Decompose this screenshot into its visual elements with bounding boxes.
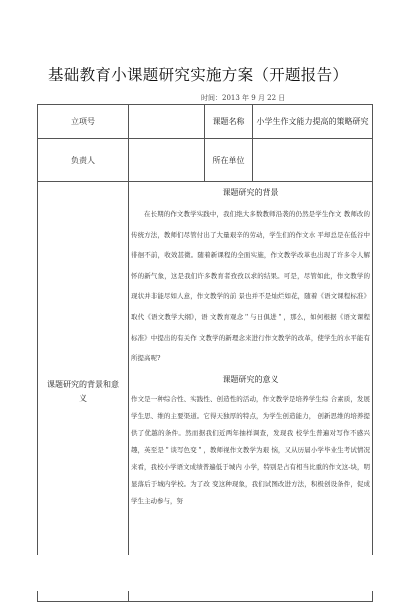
background-label: 课题研究的背景和意义 (38, 182, 129, 602)
document-date: 时间：2013 年 9 月 22 日 (201, 94, 286, 102)
project-no-label: 立项号 (38, 105, 129, 139)
background-heading: 课题研究的背景 (222, 188, 279, 197)
document-title: 基础教育小课题研究实施方案（开题报告） (48, 66, 349, 84)
background-content-cell (129, 182, 373, 602)
owner-value (129, 139, 205, 182)
proposal-form-table (37, 104, 373, 602)
owner-label: 负责人 (38, 139, 129, 182)
topic-value: 小学生作文能力提高的策略研究 (253, 105, 373, 139)
form-row-owner (38, 139, 373, 182)
significance-paragraph: 作文是一种综合性、实践性、创造性的活动，作文教学是培养学生综 合素质，发展学生思、维的主要渠道。它得天独厚的特点，为学生创造能力， 创新思维的培养提供了优越的条件。然而据我们近两年抽样调查，发现我 校学生普遍对写作不感兴趣，英至是＂谈写色变＂，教师视作文教学为艰 恼，又从历届小学毕业生考试情况来看，我校小学语文成绩普遍低于城内 小学，特别是占有相当比重的作文这-块，明显落后于城内学校。为了改 变这种现象，我们试图改进方法，积极创设条件，促成学生主动参与，努 (131, 394, 370, 505)
topic-label: 课题名称 (205, 105, 253, 139)
unit-label: 所在单位 (205, 139, 253, 182)
unit-value (253, 139, 373, 182)
background-paragraph: 在长期的作文教学实践中，我们绝大多数教师沿袭的仍然是学生作文 教师改的传统方法，教师们尽管付出了大量艰辛的劳动，学生们的作文水 平却总是在低谷中徘徊不前，收效甚微。随着新课程的全面实施，作文教学改革也出现了许多令人解怀的新气象，这是我们许多教育者孜孜以求的结果。可是，尽管如此，作文教学的现状并非能尽如人意，作文教学的前 景也并不是灿烂如花，随着《语文课程标准》取代《语文教学大纲》，语 文教育观念＂与日俱进＂，那么，如何根据《语文课程标准》中提出的有关作 文教学的新理念来进行作文教学的改革，使学生的水平能有所提高呢? (131, 210, 370, 363)
project-no-value (129, 105, 205, 139)
form-row-project (38, 105, 373, 139)
form-row-background (38, 182, 373, 602)
significance-heading: 课题研究的意义 (222, 374, 279, 384)
page-bottom-margin (0, 555, 400, 591)
